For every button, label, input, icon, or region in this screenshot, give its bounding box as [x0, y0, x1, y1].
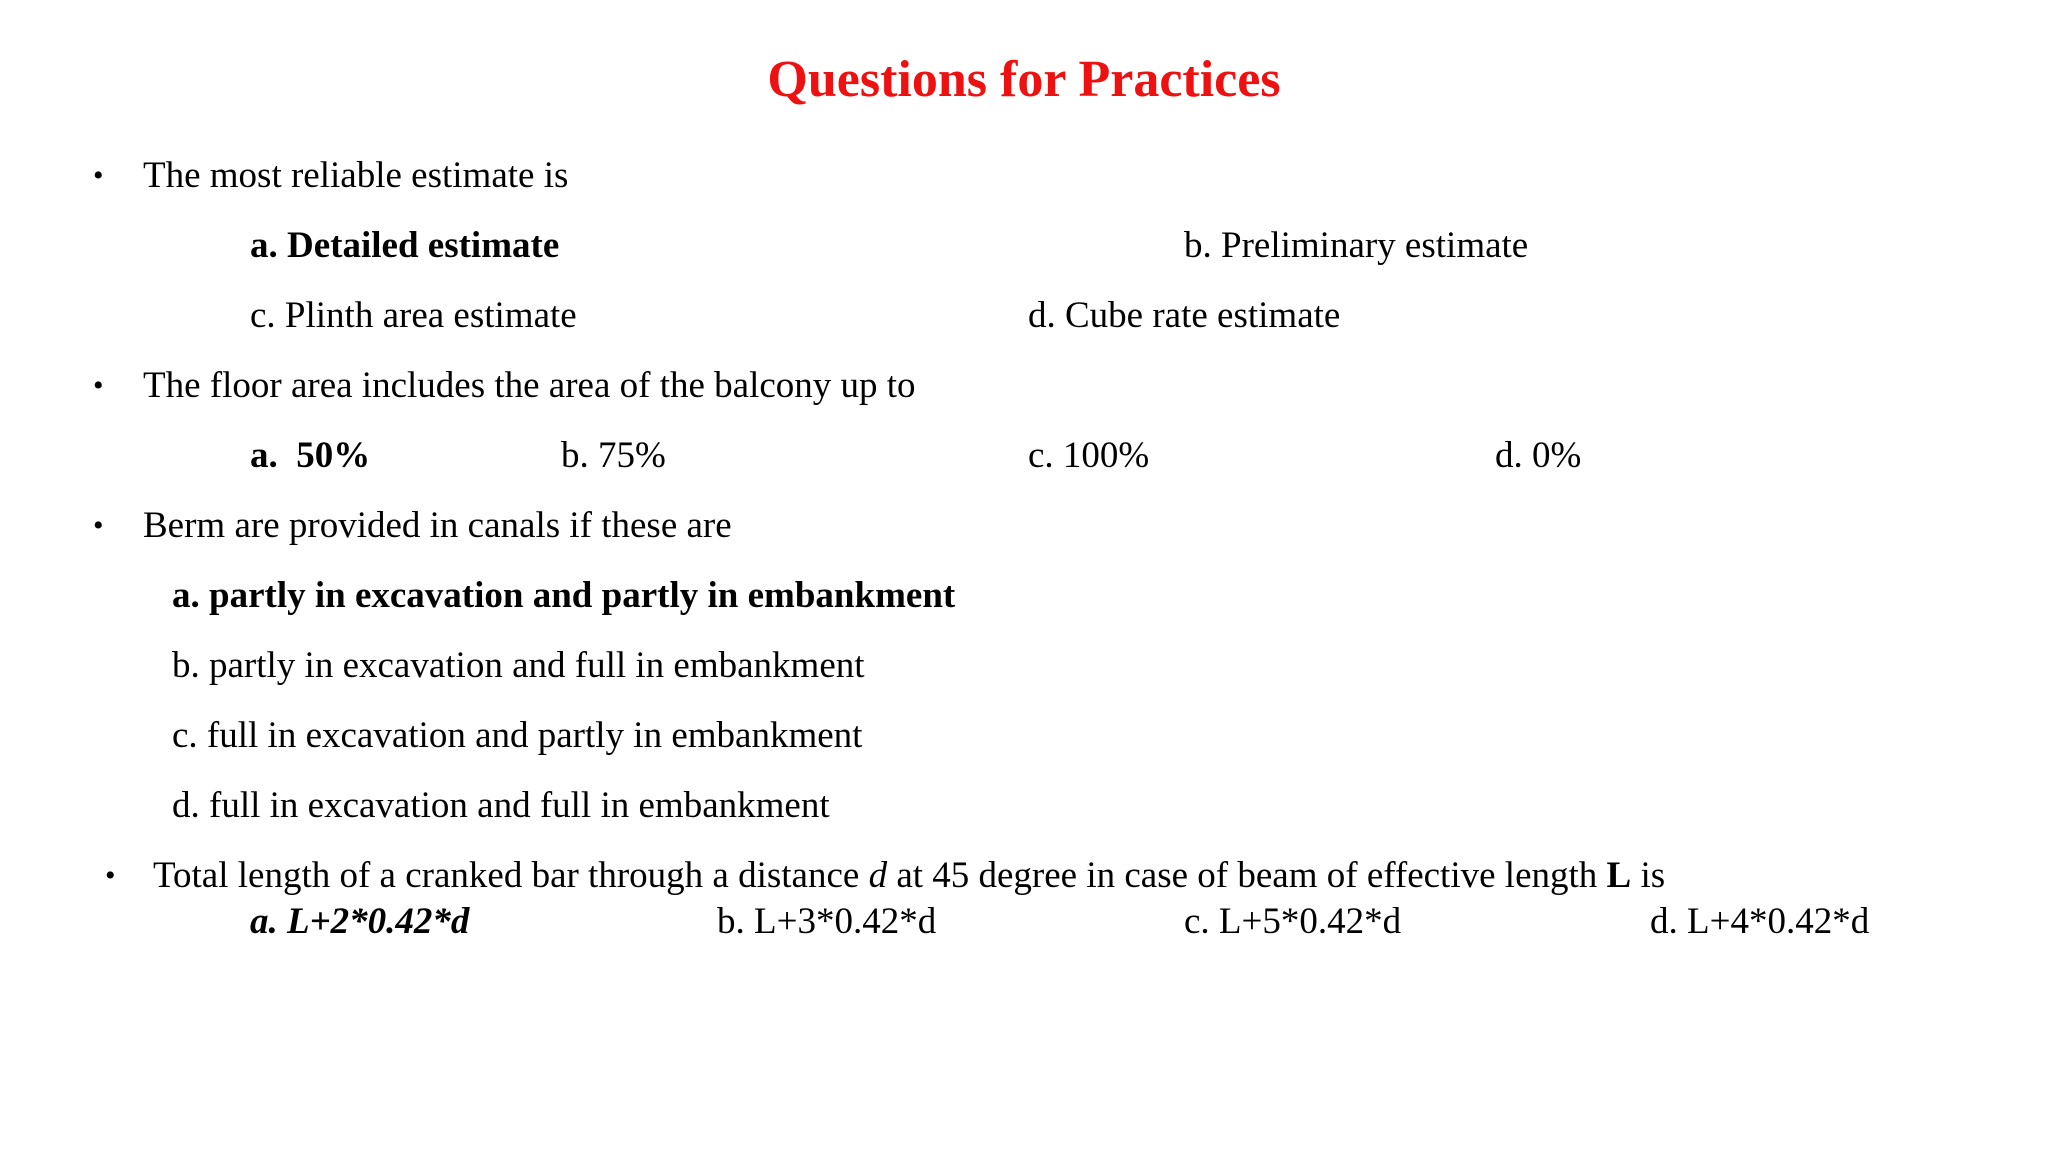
question-3-option-a: a. partly in excavation and partly in embankment [172, 575, 956, 616]
bullet-icon: • [93, 159, 104, 192]
question-3-option-b: b. partly in excavation and full in embankment [172, 645, 865, 686]
question-3-option-c: c. full in excavation and partly in embankment [172, 715, 863, 756]
slide-title: Questions for Practices [767, 51, 1281, 108]
question-2-option-b: b. 75% [561, 435, 666, 476]
question-4-stem-var-d: d [868, 855, 888, 896]
question-4-option-c: c. L+5*0.42*d [1184, 901, 1402, 942]
question-3-stem: Berm are provided in canals if these are [143, 505, 732, 546]
question-4-stem-var-L: L [1606, 855, 1632, 896]
question-4-stem [153, 854, 1665, 898]
question-1-option-c: c. Plinth area estimate [250, 295, 577, 336]
question-2-option-d: d. 0% [1495, 435, 1582, 476]
bullet-icon: • [105, 859, 116, 892]
bullet-icon: • [93, 509, 104, 542]
question-2-stem: The floor area includes the area of the balcony up to [143, 365, 916, 406]
question-2-option-a: a. 50% [250, 435, 371, 476]
question-1-option-a: a. Detailed estimate [250, 225, 560, 266]
question-3-option-d: d. full in excavation and full in embankment [172, 785, 830, 826]
question-4-stem-part-2: at 45 degree in case of beam of effective length [887, 855, 1607, 896]
question-4-option-d: d. L+4*0.42*d [1650, 901, 1870, 942]
question-1-stem: The most reliable estimate is [143, 155, 569, 196]
question-4-stem-part-1: Total length of a cranked bar through a distance [153, 855, 869, 896]
question-2-option-c: c. 100% [1028, 435, 1150, 476]
question-4-option-a: a. L+2*0.42*d [250, 901, 470, 942]
question-4-stem-part-3: is [1631, 855, 1666, 896]
question-1-option-b: b. Preliminary estimate [1184, 225, 1529, 266]
bullet-icon: • [93, 369, 104, 402]
question-4-option-b: b. L+3*0.42*d [717, 901, 937, 942]
question-1-option-d: d. Cube rate estimate [1028, 295, 1341, 336]
